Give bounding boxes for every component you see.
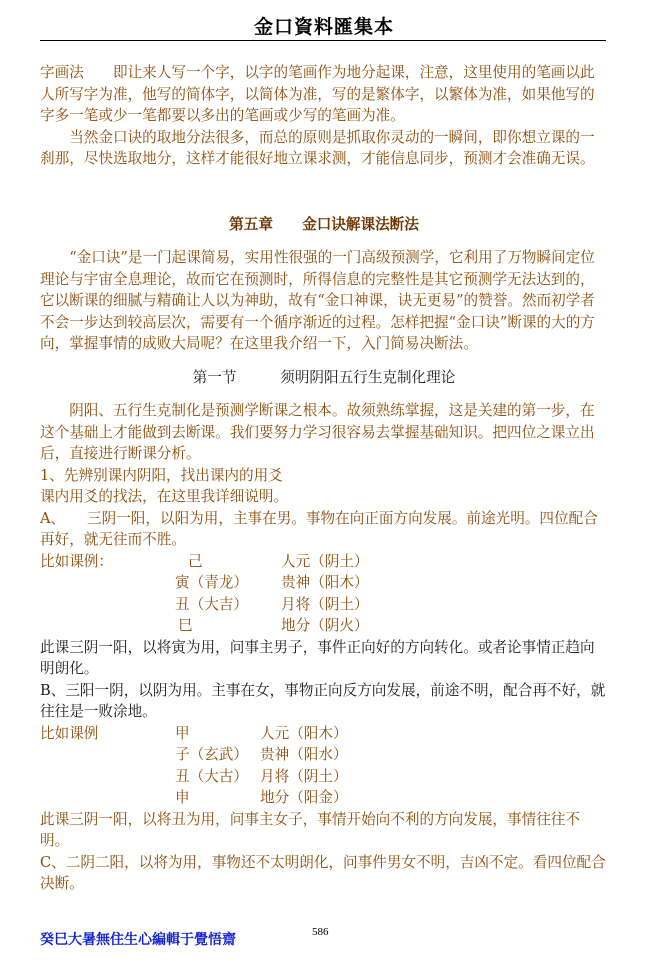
example-right: 贵神（阳木）	[281, 574, 369, 591]
example-a	[40, 551, 608, 637]
example-left: 丑（大古）	[175, 767, 248, 785]
example-left: 己	[188, 552, 203, 570]
example-right: 贵神（阳水）	[260, 746, 348, 763]
example-right: 人元（阳木）	[260, 724, 348, 742]
intro-paragraph-1: 字画法 即让来人写一个字，以字的笔画作为地分起课，注意，这里使用的笔画以此人所写字为准，他写的简体字，以简体为准，写的是繁体字，以繁体为准，如果他写的字多一笔或少一笔都要以多出的笔画或少写的笔画为准。	[40, 64, 595, 124]
example-row	[40, 766, 608, 788]
example-left: 甲	[175, 724, 190, 742]
example-right: 人元（阴土）	[281, 552, 369, 570]
spacer	[40, 388, 608, 400]
case-a: A、 三阴一阳，以阳为用，主事在男。事物在向正面方向发展。前途光明。四位配合再好，就无往而不胜。	[40, 509, 598, 548]
example-left: 寅（青龙）	[175, 574, 248, 591]
item-1: 1、先辨别课内阴阳，找出课内的用爻	[40, 466, 283, 484]
example-right: 月将（阴土）	[260, 767, 348, 785]
example-row	[40, 615, 608, 637]
footer-editor-credit: 癸巳大暑無住生心編輯于覺悟齋	[40, 932, 236, 948]
chapter-title: 第五章 金口诀解课法断法	[229, 215, 419, 233]
example-row	[40, 551, 608, 573]
header-rule	[40, 40, 606, 41]
case-c: C、二阴二阳，以将为用，事物还不太明朗化，问事件男女不明，吉凶不定。看四位配合决断。	[40, 853, 606, 892]
example-left: 子（玄武）	[175, 746, 248, 763]
example-right: 月将（阴土）	[281, 595, 369, 613]
example-label: 比如课例	[40, 724, 99, 742]
example-row	[40, 723, 608, 745]
page-content	[40, 62, 608, 895]
chapter-intro: “金口诀”是一门起课简易，实用性很强的一门高级预测学，它利用了万物瞬间定位理论与宇宙全息理论，故而它在预测时，所得信息的完整性是其它预测学无法达到的，它以断课的细腻与精确让人以为神助，故有“金口神课，诀无更易”的赞誉。然而初学者不会一步达到较高层次，需要有一个循序渐近的过程。怎样把握“金口诀”断课的大的方向，掌握事情的成败大局呢？在这里我介绍一下，入门简易决断法。	[40, 249, 595, 352]
example-row	[40, 787, 608, 809]
header-title: 金口資料匯集本	[253, 16, 394, 38]
example-right: 地分（阳金）	[260, 789, 348, 806]
case-b-analysis: 此课三阴一阳，以将丑为用，问事主女子，事情开始向不利的方向发展，事情往往不明。	[40, 810, 580, 849]
example-left: 申	[175, 789, 190, 806]
intro-paragraph-2: 当然金口诀的取地分法很多，而总的原则是抓取你灵动的一瞬间，即你想立课的一刹那，尽快选取地分，这样才能很好地立课求测，才能信息同步，预测才会准确无误。	[40, 128, 595, 167]
case-a-analysis: 此课三阴一阳，以将寅为用，问事主男子，事件正向好的方向转化。或者论事情正趋向明朗化。	[40, 638, 595, 677]
example-b	[40, 723, 608, 809]
example-label: 比如课例：	[40, 552, 113, 570]
spacer	[40, 170, 608, 214]
spacer	[40, 235, 608, 247]
case-b: B、三阳一阴，以阴为用。主事在女，事物正向反方向发展，前途不明，配合再不好，就往往是一败涂地。	[40, 681, 606, 720]
item-1-note: 课内用爻的找法，在这里我详细说明。	[40, 488, 289, 505]
example-right: 地分（阴火）	[281, 617, 369, 634]
example-row	[40, 594, 608, 616]
example-row	[40, 572, 608, 594]
section-paragraph-1: 阴阳、五行生克制化是预测学断课之根本。故须熟练掌握，这是关建的第一步，在这个基础上才能做到去断课。我们要努力学习很容易去掌握基础知识。把四位之课立出后，直接进行断课分析。	[40, 402, 595, 462]
example-row	[40, 744, 608, 766]
page-number: 586	[312, 926, 329, 938]
section-title: 第一节 须明阴阳五行生克制化理论	[192, 368, 456, 386]
example-left: 丑（大吉）	[175, 595, 248, 613]
spacer	[40, 355, 608, 367]
example-left: 巳	[178, 617, 193, 634]
